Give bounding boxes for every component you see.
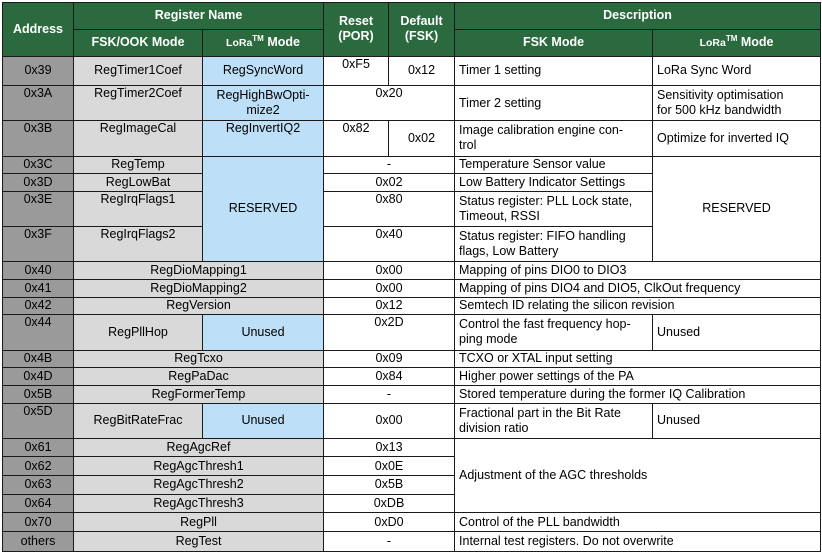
address-cell: 0x4B: [3, 350, 74, 368]
header-reset-por: (POR): [338, 29, 374, 44]
header-reset-label: Reset: [338, 14, 374, 29]
fsk-description-cell: [455, 315, 653, 350]
fsk-description-cell: Timer 2 setting: [455, 85, 653, 120]
address-cell: 0x39: [3, 56, 74, 85]
header-description: Description: [455, 3, 821, 30]
header-default: [389, 3, 455, 57]
fsk-register-cell: RegIrqFlags2: [74, 227, 203, 262]
fsk-register-cell: RegTimer2Coef: [74, 85, 203, 120]
value-cell: 0x00: [324, 262, 455, 280]
value-cell: 0x00: [324, 280, 455, 298]
description-cell: Higher power settings of the PA: [455, 368, 821, 386]
table-row: [3, 368, 821, 386]
value-cell: -: [324, 385, 455, 403]
fsk-register-cell: RegTimer1Coef: [74, 56, 203, 85]
value-cell: 0x09: [324, 350, 455, 368]
lora-register-line: RegHighBwOpti-: [216, 88, 310, 103]
table-row: [3, 280, 821, 298]
table-row: [3, 156, 821, 174]
lora-description-cell: LoRa Sync Word: [653, 56, 821, 85]
value-cell: 0xDB: [324, 494, 455, 513]
register-name-cell: RegDioMapping2: [74, 280, 324, 298]
header-lora-mode: [203, 29, 324, 56]
description-cell: Stored temperature during the former IQ Calibration: [455, 385, 821, 403]
fsk-register-cell: RegIrqFlags1: [74, 191, 203, 226]
value-cell: 0x40: [324, 227, 455, 262]
fsk-register-cell: RegLowBat: [74, 174, 203, 192]
value-cell: 0x13: [324, 438, 455, 457]
lora-register-cell: [203, 85, 324, 120]
value-cell: 0x20: [324, 85, 455, 120]
header-reset: [324, 3, 389, 57]
header-address: Address: [3, 3, 74, 57]
table-row: [3, 85, 821, 120]
description-cell: Mapping of pins DIO0 to DIO3: [455, 262, 821, 280]
lora-register-line: mize2: [246, 103, 280, 118]
address-cell: 0x62: [3, 457, 74, 476]
table-row: [3, 262, 821, 280]
header-default-label: Default: [400, 14, 443, 29]
description-cell: Mapping of pins DIO4 and DIO5, ClkOut frequency: [455, 280, 821, 298]
register-name-cell: RegAgcRef: [74, 438, 324, 457]
table-row: [3, 297, 821, 315]
address-cell: 0x4D: [3, 368, 74, 386]
value-cell: -: [324, 532, 455, 552]
value-cell: -: [324, 156, 455, 174]
fsk-description-cell: Timer 1 setting: [455, 56, 653, 85]
lora-register-cell: Unused: [203, 315, 324, 350]
fsk-description-cell: [455, 403, 653, 438]
value-cell: 0xD0: [324, 513, 455, 532]
register-name-cell: RegFormerTemp: [74, 385, 324, 403]
fsk-register-cell: RegPllHop: [74, 315, 203, 350]
header-desc-lora-tm: TM: [725, 33, 738, 43]
register-name-cell: RegAgcThresh1: [74, 457, 324, 476]
address-cell: 0x42: [3, 297, 74, 315]
header-default-fsk: (FSK): [404, 29, 439, 44]
address-cell: others: [3, 532, 74, 552]
fsk-description-line: flags, Low Battery: [459, 244, 559, 259]
value-cell: 0x84: [324, 368, 455, 386]
lora-register-cell: Unused: [203, 403, 324, 438]
lora-register-cell: RegInvertIQ2: [203, 121, 324, 156]
lora-description-cell: Unused: [653, 403, 821, 438]
description-cell: Semtech ID relating the silicon revision: [455, 297, 821, 315]
default-value-cell: 0x12: [389, 56, 455, 85]
address-cell: 0x44: [3, 315, 74, 350]
fsk-description-cell: [455, 191, 653, 226]
register-name-cell: RegAgcThresh3: [74, 494, 324, 513]
header-lora-tm: TM: [252, 33, 264, 43]
fsk-description-line: Status register: FIFO handling: [459, 229, 626, 244]
reset-value-cell: 0x82: [324, 121, 389, 156]
fsk-register-cell: RegBitRateFrac: [74, 403, 203, 438]
header-desc-fsk-mode: FSK Mode: [455, 29, 653, 56]
table-row: [3, 121, 821, 156]
header-desc-lora-prefix: LoRa: [699, 36, 726, 49]
table-row: [3, 403, 821, 438]
lora-description-cell: Unused: [653, 315, 821, 350]
address-cell: 0x61: [3, 438, 74, 457]
header-lora-prefix: LoRa: [226, 36, 253, 49]
register-name-cell: RegPaDac: [74, 368, 324, 386]
header-fsk-ook-mode: FSK/OOK Mode: [74, 29, 203, 56]
register-name-cell: RegAgcThresh2: [74, 476, 324, 495]
fsk-register-cell: RegImageCal: [74, 121, 203, 156]
fsk-description-cell: Low Battery Indicator Settings: [455, 174, 653, 192]
fsk-description-cell: [455, 227, 653, 262]
fsk-description-line: Timeout, RSSI: [459, 208, 540, 223]
value-cell: 0x02: [324, 174, 455, 192]
fsk-description-cell: Temperature Sensor value: [455, 156, 653, 174]
header-desc-lora-suffix: Mode: [737, 34, 774, 49]
lora-description-cell: Optimize for inverted IQ: [653, 121, 821, 156]
fsk-description-line: Control the fast frequency hop-: [459, 317, 631, 332]
register-name-cell: RegDioMapping1: [74, 262, 324, 280]
agc-description-cell: Adjustment of the AGC thresholds: [455, 438, 821, 513]
value-cell: 0x0E: [324, 457, 455, 476]
address-cell: 0x3F: [3, 227, 74, 262]
register-name-cell: RegTcxo: [74, 350, 324, 368]
lora-description-cell: [653, 85, 821, 120]
table-row: [3, 438, 821, 457]
header-lora-suffix: Mode: [263, 34, 300, 49]
value-cell: 0x00: [324, 403, 455, 438]
header-desc-lora-mode: [653, 29, 821, 56]
table-row: [3, 532, 821, 552]
fsk-description-line: division ratio: [459, 420, 529, 435]
fsk-description-line: Fractional part in the Bit Rate: [459, 405, 621, 420]
fsk-register-cell: RegTemp: [74, 156, 203, 174]
default-value-cell: 0x02: [389, 121, 455, 156]
address-cell: 0x5D: [3, 403, 74, 438]
value-cell: 0x80: [324, 191, 455, 226]
address-cell: 0x40: [3, 262, 74, 280]
address-cell: 0x63: [3, 476, 74, 495]
lora-reserved-cell: RESERVED: [203, 156, 324, 262]
table-row: [3, 56, 821, 85]
header-register-name: Register Name: [74, 3, 324, 30]
lora-register-cell: RegSyncWord: [203, 56, 324, 85]
description-cell: Internal test registers. Do not overwrite: [455, 532, 821, 552]
table-row: [3, 513, 821, 532]
address-cell: 0x3D: [3, 174, 74, 192]
fsk-description-line: ping mode: [459, 332, 518, 347]
register-name-cell: RegTest: [74, 532, 324, 552]
description-cell: Control of the PLL bandwidth: [455, 513, 821, 532]
table-row: [3, 350, 821, 368]
address-cell: 0x3B: [3, 121, 74, 156]
table-row: [3, 385, 821, 403]
value-cell: 0x5B: [324, 476, 455, 495]
address-cell: 0x70: [3, 513, 74, 532]
register-name-cell: RegPll: [74, 513, 324, 532]
fsk-description-line: Image calibration engine con-: [459, 123, 624, 138]
fsk-description-line: trol: [459, 138, 477, 153]
lora-description-line: for 500 kHz bandwidth: [657, 103, 782, 118]
address-cell: 0x64: [3, 494, 74, 513]
value-cell: 0x2D: [324, 315, 455, 350]
lora-reserved-description-cell: RESERVED: [653, 156, 821, 262]
table-row: [3, 315, 821, 350]
address-cell: 0x5B: [3, 385, 74, 403]
lora-description-line: Sensitivity optimisation: [657, 88, 784, 103]
address-cell: 0x3C: [3, 156, 74, 174]
address-cell: 0x41: [3, 280, 74, 298]
value-cell: 0x12: [324, 297, 455, 315]
address-cell: 0x3A: [3, 85, 74, 120]
address-cell: 0x3E: [3, 191, 74, 226]
fsk-description-line: Status register: PLL Lock state,: [459, 193, 633, 208]
reset-value-cell: 0xF5: [324, 56, 389, 85]
register-table: [2, 2, 821, 552]
fsk-description-cell: [455, 121, 653, 156]
register-name-cell: RegVersion: [74, 297, 324, 315]
description-cell: TCXO or XTAL input setting: [455, 350, 821, 368]
